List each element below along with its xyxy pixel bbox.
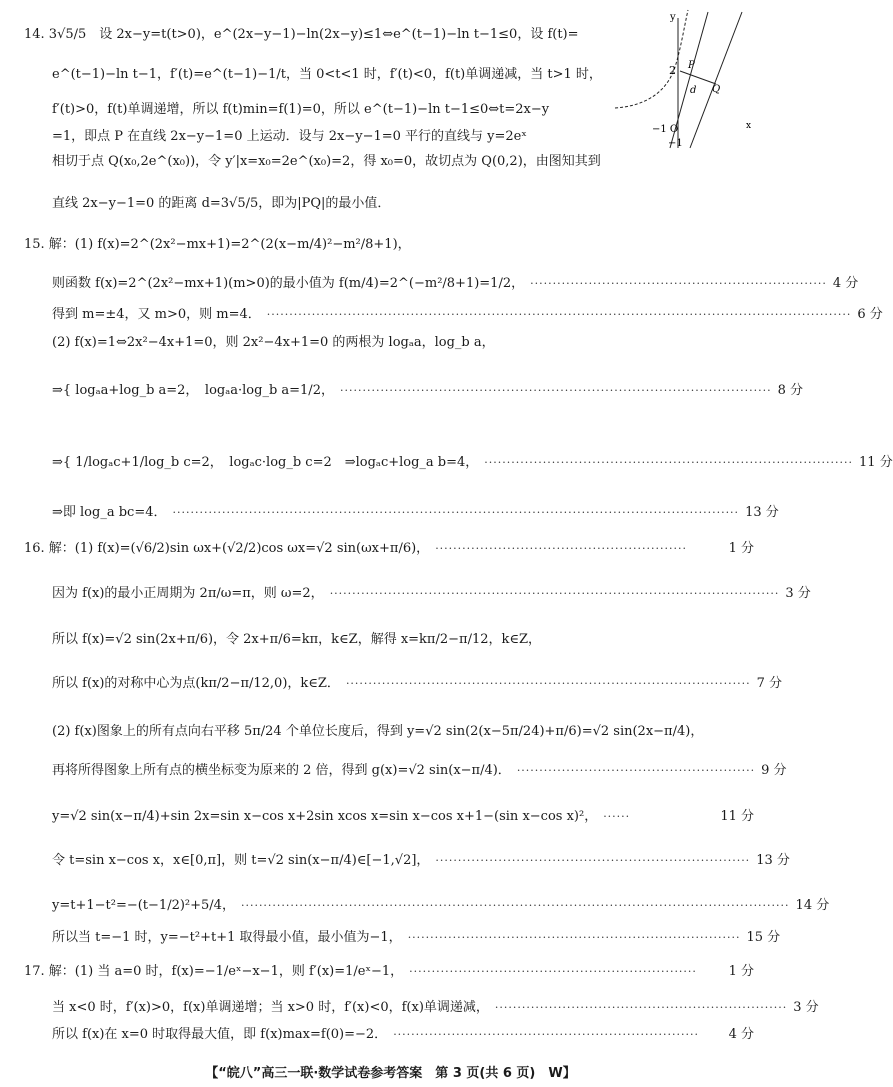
- neg-one-label: −1: [668, 138, 683, 149]
- answer-line-26: 所以 f(x)在 x=0 时取得最大值，即 f(x)max=f(0)=−2． ···································································· 4 分: [52, 1027, 754, 1042]
- answer-line-17: 所以 f(x)的对称中心为点(kπ/2−π/12,0)，k∈Z． ·························································································· 7 分: [52, 676, 783, 691]
- origin-label: −1 O: [652, 124, 679, 135]
- score-mark: 7 分: [756, 676, 783, 691]
- score-mark: 13 分: [745, 505, 779, 520]
- score-mark: 15 分: [746, 930, 781, 945]
- answer-line-21: 令 t=sin x−cos x，x∈[0,π]，则 t=√2 sin(x−π/4)∈[−1,√2]， ······································································ 13 分: [52, 853, 790, 868]
- score-mark: 1 分: [728, 964, 754, 979]
- answer-line-4: =1，即点 P 在直线 2x−y−1=0 上运动．设与 2x−y−1=0 平行的直线与 y=2eˣ: [52, 129, 527, 144]
- answer-line-25: 当 x<0 时，f′(x)>0，f(x)单调递增；当 x>0 时，f′(x)<0，f(x)单调递减， ································································· 3 分: [52, 1000, 819, 1015]
- answer-line-10: (2) f(x)=1⇔2x²−4x+1=0，则 2x²−4x+1=0 的两根为 logₐa，log_b a，: [52, 335, 495, 350]
- answer-line-23: 所以当 t=−1 时，y=−t²+t+1 取得最小值，最小值为−1， ·········································································· 15 分: [52, 930, 781, 945]
- score-mark: 13 分: [756, 853, 790, 868]
- answer-line-16: 所以 f(x)=√2 sin(2x+π/6)，令 2x+π/6=kπ，k∈Z，解得 x=kπ/2−π/12，k∈Z，: [52, 632, 542, 647]
- answer-line-12: ⇒{ 1/logₐc+1/log_b c=2， logₐc·log_b c=2 ⇒logₐc+log_a b=4， ·················································································· 11 分: [52, 455, 893, 470]
- answer-line-24: 17. 解：(1) 当 a=0 时，f(x)=−1/eˣ−x−1，则 f′(x)=1/eˣ−1， ································································ 1 分: [24, 964, 754, 979]
- answer-line-9: 得到 m=±4，又 m>0，则 m=4． ·································································································································· 6 分: [52, 307, 883, 322]
- answer-line-6: 直线 2x−y−1=0 的距离 d=3√5/5，即为|PQ|的最小值．: [52, 196, 391, 211]
- y-axis-label: y: [670, 12, 676, 23]
- score-mark: 9 分: [761, 763, 787, 778]
- point-q-label: Q: [712, 84, 721, 95]
- answer-line-19: 再将所得图象上所有点的横坐标变为原来的 2 倍，得到 g(x)=√2 sin(x−π/4)． ····················································· 9 分: [52, 763, 787, 778]
- answer-line-15: 因为 f(x)的最小正周期为 2π/ω=π，则 ω=2， ···································································································· 3 分: [52, 586, 811, 601]
- answer-line-20: y=√2 sin(x−π/4)+sin 2x=sin x−cos x+2sin xcos x=sin x−cos x+1−(sin x−cos x)²， ······ 11 分: [52, 809, 754, 824]
- answer-line-2: e^(t−1)−ln t−1，f′(t)=e^(t−1)−1/t，当 0<t<1 时，f′(t)<0，f(t)单调递减，当 t>1 时，: [52, 67, 602, 82]
- score-mark: 11 分: [859, 455, 893, 470]
- answer-line-8: 则函数 f(x)=2^(2x²−mx+1)(m>0)的最小值为 f(m/4)=2^(−m²/8+1)=1/2， ·································································· 4 分: [52, 276, 859, 291]
- x-axis-label: x: [746, 121, 752, 131]
- answer-line-3: f′(t)>0，f(t)单调递增，所以 f(t)min=f(1)=0，所以 e^(t−1)−ln t−1≤0⇔t=2x−y: [52, 102, 550, 117]
- point-2-label: 2: [669, 64, 676, 77]
- score-mark: 1 分: [728, 541, 754, 556]
- score-mark: 8 分: [777, 383, 804, 398]
- score-mark: 3 分: [785, 586, 811, 601]
- pq-segment: [680, 71, 716, 84]
- answer-line-1: 14. 3√5/5 设 2x−y=t(t>0)，e^(2x−y−1)−ln(2x−y)≤1⇔e^(t−1)−ln t−1≤0，设 f(t)=: [24, 27, 579, 42]
- answer-line-22: y=t+1−t²=−(t−1/2)²+5/4， ·························································································································· 14 分: [52, 898, 830, 913]
- score-mark: 11 分: [720, 809, 754, 824]
- score-mark: 6 分: [857, 307, 883, 322]
- answer-line-14: 16. 解：(1) f(x)=(√6/2)sin ωx+(√2/2)cos ωx=√2 sin(ωx+π/6)， ························································ 1 分: [24, 541, 754, 556]
- distance-d-label: d: [690, 85, 697, 96]
- score-mark: 4 分: [832, 276, 859, 291]
- score-mark: 3 分: [793, 1000, 819, 1015]
- answer-line-13: ⇒即 log_a bc=4． ······························································································································ 13 分: [52, 505, 779, 520]
- score-mark: 14 分: [795, 898, 830, 913]
- point-p-label: P: [688, 60, 695, 71]
- answer-line-5: 相切于点 Q(x₀,2e^(x₀))，令 y′|x=x₀=2e^(x₀)=2，得 x₀=0，故切点为 Q(0,2)，由图知其到: [52, 154, 601, 169]
- answer-line-11: ⇒{ logₐa+log_b a=2， logₐa·log_b a=1/2， ································································································ 8 分: [52, 383, 804, 398]
- answer-line-18: (2) f(x)图象上的所有点向右平移 5π/24 个单位长度后，得到 y=√2 sin(2(x−5π/24)+π/6)=√2 sin(2x−π/4)，: [52, 724, 704, 739]
- page-footer: 【“皖八”高三一联·数学试卷参考答案 第 3 页(共 6 页) W】: [205, 1066, 576, 1081]
- given-line: [690, 12, 742, 148]
- answer-line-7: 15. 解：(1) f(x)=2^(2x²−mx+1)=2^(2(x−m/4)²−m²/8+1)，: [24, 237, 411, 252]
- exp-curve: [615, 10, 688, 108]
- score-mark: 4 分: [728, 1027, 754, 1042]
- tangent-line-figure: [610, 8, 770, 158]
